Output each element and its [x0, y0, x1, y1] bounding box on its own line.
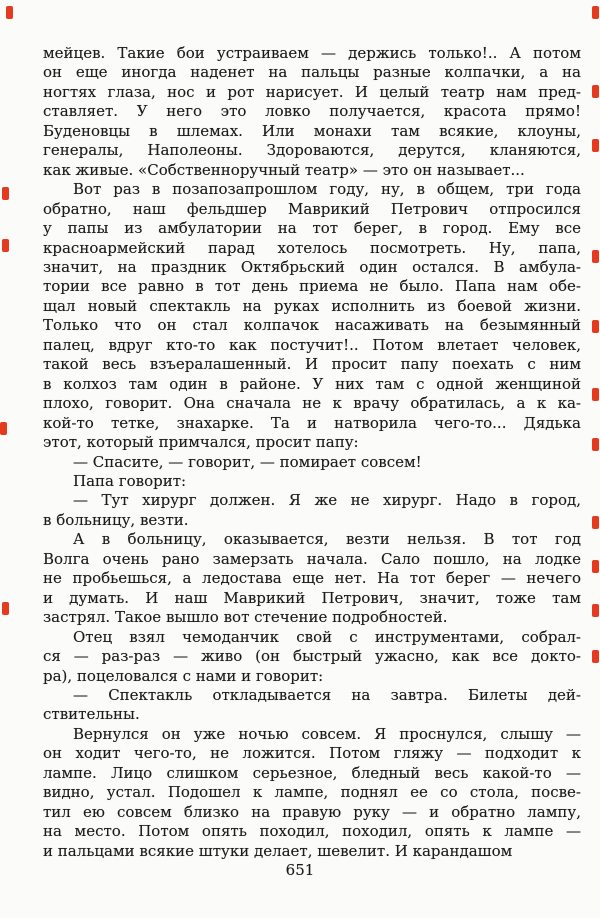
paragraph — [43, 725, 581, 861]
text-line: ся — раз-раз — живо (он быстрый ужасно, как все докто- — [43, 647, 581, 666]
text-line: генералы, Наполеоны. Здороваются, дерутся, кланяются, — [43, 141, 581, 160]
text-line: Буденовцы в шлемах. Или монахи там всякие, клоуны, — [43, 121, 581, 140]
text-line: — Тут хирург должен. Я же не хирург. Надо в город, — [73, 491, 581, 510]
paragraph — [43, 44, 581, 180]
red-edge-mark — [592, 139, 599, 152]
paragraph — [43, 472, 581, 491]
text-line: тил ею совсем близко на правую руку — и обратно лампу, — [43, 802, 581, 821]
text-line: на место. Потом опять походил, походил, опять к лампе — — [43, 822, 581, 841]
text-line: Папа говорит: — [73, 471, 187, 490]
text-line: красноармейский парад хотелось посмотреть. Ну, папа, — [43, 238, 581, 257]
text-line: застрял. Такое вышло вот стечение подробностей. — [43, 608, 448, 627]
text-line: у папы из амбулатории на тот берег, в город. Ему все — [43, 219, 581, 238]
red-edge-mark — [0, 422, 7, 435]
text-line: А в больницу, оказывается, везти нельзя. В тот год — [73, 530, 581, 549]
text-line: ра), поцеловался с нами и говорит: — [43, 666, 324, 685]
text-line: в колхоз там один в районе. У них там с одной женщиной — [43, 374, 581, 393]
text-line: ногтях глаза, нос и рот нарисует. И целый театр нам пред- — [43, 82, 581, 101]
red-edge-mark — [592, 560, 599, 573]
red-edge-mark — [592, 438, 599, 451]
paragraph — [43, 491, 581, 530]
paragraph — [43, 628, 581, 686]
text-line: тории все равно в тот день приема не было. Папа нам обе- — [43, 277, 581, 296]
text-line: этот, который примчался, просит папу: — [43, 433, 359, 452]
red-edge-mark — [2, 239, 9, 252]
text-line: не пробьешься, а ледостава еще нет. На тот берег — нечего — [43, 569, 581, 588]
text-line: ставляет. У него это ловко получается, красота прямо! — [43, 102, 581, 121]
text-line: обратно, наш фельдшер Маврикий Петрович отпросился — [43, 199, 581, 218]
text-line: Вот раз в позапозапрошлом году, ну, в общем, три года — [73, 180, 581, 199]
text-line: кой-то тетке, знахарке. Та и натворила чего-то... Дядька — [43, 413, 581, 432]
text-line: он ходит чего-то, не ложится. Потом гляжу — подходит к — [43, 744, 581, 763]
paragraph — [43, 180, 581, 452]
text-line: и пальцами всякие штуки делает, шевелит. И карандашом — [43, 841, 513, 860]
red-edge-mark — [6, 6, 13, 19]
red-edge-mark — [592, 604, 599, 617]
paragraph — [43, 453, 581, 472]
text-line: такой весь взъералашенный. И просит папу поехать с ним — [43, 355, 581, 374]
text-line: палец, вдруг кто-то как постучит!.. Потом влетает человек, — [43, 335, 581, 354]
red-edge-mark — [592, 320, 599, 333]
text-line: и думать. И наш Маврикий Петрович, значит, тоже там — [43, 588, 581, 607]
page-text — [43, 44, 581, 861]
red-edge-mark — [2, 602, 9, 615]
text-line: Только что он стал колпачок насаживать на безымянный — [43, 316, 581, 335]
text-line: плохо, говорит. Она сначала не к врачу обратилась, а к ка- — [43, 394, 581, 413]
red-edge-mark — [592, 650, 599, 663]
red-edge-mark — [592, 516, 599, 529]
paragraph — [43, 686, 581, 725]
text-line: мейцев. Такие бои устраиваем — держись только!.. А потом — [43, 44, 581, 62]
page-number: 651 — [285, 861, 315, 879]
text-line: он еще иногда наденет на пальцы разные колпачки, а на — [43, 63, 581, 82]
text-line: значит, на праздник Октябрьский один остался. В амбула- — [43, 257, 581, 276]
text-line: в больницу, везти. — [43, 510, 189, 529]
red-edge-mark — [592, 250, 599, 263]
paragraph — [43, 530, 581, 627]
red-edge-mark — [2, 187, 9, 200]
text-line: видно, устал. Подошел к лампе, поднял ее со стола, посве- — [43, 783, 581, 802]
text-line: Волга очень рано замерзать начала. Сало пошло, на лодке — [43, 549, 581, 568]
text-line: — Спектакль откладывается на завтра. Билеты дей- — [73, 685, 581, 704]
text-line: как живые. «Собственноручный театр» — это он называет... — [43, 160, 525, 179]
red-edge-mark — [592, 85, 599, 98]
text-line: Вернулся он уже ночью совсем. Я проснулся, слышу — — [73, 724, 581, 743]
text-line: лампе. Лицо слишком серьезное, бледный весь какой-то — — [43, 763, 581, 782]
text-line: ствительны. — [43, 705, 140, 724]
text-line: щал новый спектакль на руках исполнить из боевой жизни. — [43, 296, 581, 315]
red-edge-mark — [592, 388, 599, 401]
text-line: Отец взял чемоданчик свой с инструментами, собрал- — [73, 627, 581, 646]
text-line: — Спасите, — говорит, — помирает совсем! — [73, 452, 422, 471]
red-edge-mark — [592, 6, 599, 19]
